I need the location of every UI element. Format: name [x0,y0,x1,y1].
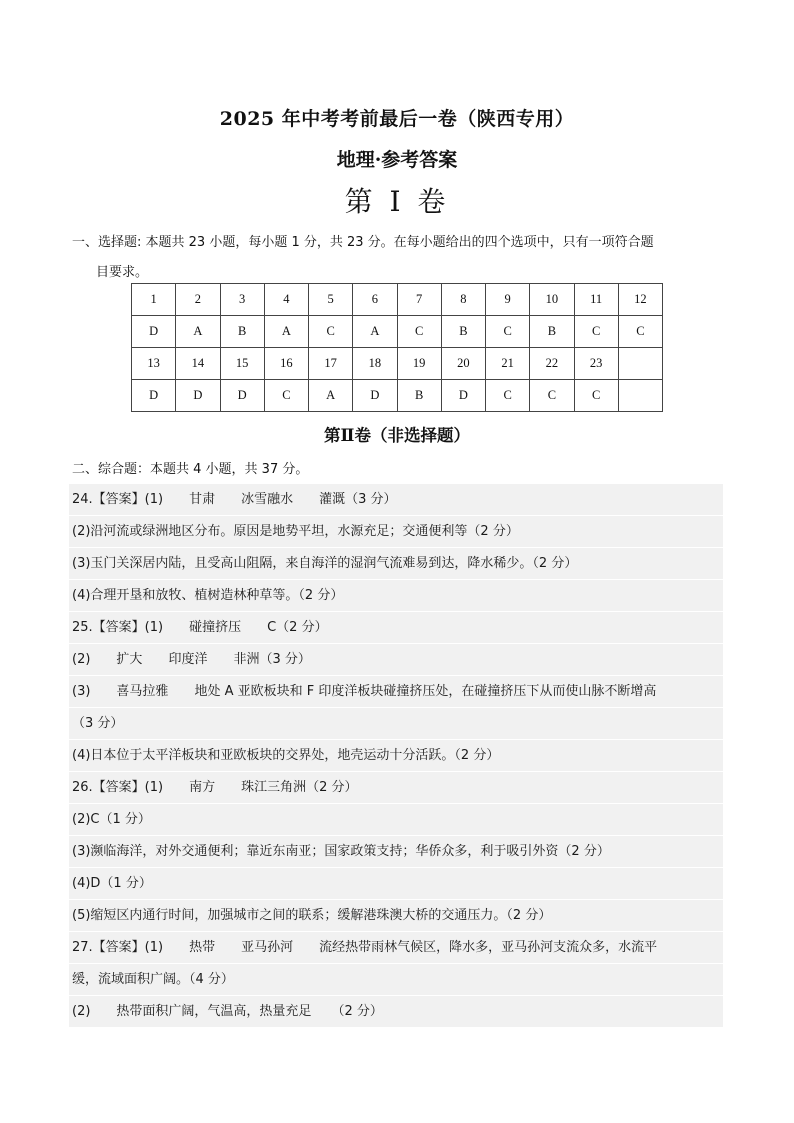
q25-sub3-answer-2: 地处 A 亚欧板块和 F 印度洋板块碰撞挤压处，在碰撞挤压下从而使山脉不断增高 [194,684,657,699]
answer-letter-cell: C [574,316,618,348]
answer-letter-cell: B [397,380,441,412]
q25-line1 [69,612,723,644]
answer-letter-cell: A [309,380,353,412]
answer-letter-cell: D [220,380,264,412]
answer-letter-cell: C [574,380,618,412]
answer-letter-cell: B [530,316,574,348]
q27-sub2-label: (2) [72,1004,91,1019]
q24-line1 [69,484,723,516]
question-number-cell: 6 [353,284,397,316]
q27-line2 [69,996,723,1028]
section-one-instructions [72,228,732,288]
section-two-instructions: 二、综合题：本题共 4 小题，共 37 分。 [72,462,309,477]
q25-sub2-label: (2) [72,652,91,667]
answer-letter-cell: D [132,380,176,412]
q27-answer-1: 热带 [189,940,216,955]
q27-answer-2: 亚马孙河 [241,940,294,955]
q26-line3: (3)濒临海洋，对外交通便利；靠近东南亚；国家政策支持；华侨众多，利于吸引外资（2 分） [69,836,723,868]
answer-table-row [132,380,663,412]
q26-line4: (4)D（1 分） [69,868,723,900]
question-number-cell: 22 [530,348,574,380]
choice-answer-table [131,283,663,412]
q25-line3 [69,676,723,708]
q26-answer-2: 珠江三角洲（2 分） [241,780,358,795]
q24-line2: (2)沿河流或绿洲地区分布。原因是地势平坦，水源充足；交通便利等（2 分） [69,516,723,548]
q25-sub2-answer-1: 扩大 [116,652,143,667]
q24-answer-1: 甘肃 [189,492,216,507]
page-title: 2025 年中考考前最后一卷（陕西专用） [219,108,575,130]
question-number-cell: 9 [486,284,530,316]
question-number-cell: 12 [618,284,662,316]
answer-letter-cell: D [132,316,176,348]
question-number-cell: 11 [574,284,618,316]
q25-label: 25.【答案】(1) [72,620,164,635]
answer-letter-cell: C [618,316,662,348]
question-number-cell: 7 [397,284,441,316]
answer-letter-cell [618,380,662,412]
question-number-cell: 2 [176,284,220,316]
q26-label: 26.【答案】(1) [72,780,164,795]
answer-letter-cell: A [264,316,308,348]
q26-line1 [69,772,723,804]
q24-answer-3: 灌溉（3 分） [319,492,397,507]
question-number-cell: 8 [441,284,485,316]
question-number-cell: 23 [574,348,618,380]
answer-table-row [132,348,663,380]
answer-letter-cell: A [176,316,220,348]
q25-answer-2: C（2 分） [267,620,328,635]
question-number-cell: 21 [486,348,530,380]
answer-letter-cell: C [486,316,530,348]
q24-line4: (4)合理开垦和放牧、植树造林种草等。（2 分） [69,580,723,612]
answer-letter-cell: C [309,316,353,348]
q25-sub3-answer-1: 喜马拉雅 [116,684,169,699]
q27-sub2-answer-1: 热带面积广阔，气温高，热量充足 [116,1004,312,1019]
question-number-cell: 3 [220,284,264,316]
q27-sub2-answer-2: （2 分） [331,1004,383,1019]
question-number-cell: 15 [220,348,264,380]
question-number-cell: 20 [441,348,485,380]
q24-label: 24.【答案】(1) [72,492,164,507]
q25-sub3-label: (3) [72,684,91,699]
answer-letter-cell: B [220,316,264,348]
answer-letter-cell: C [397,316,441,348]
q25-sub2-answer-3: 非洲（3 分） [233,652,311,667]
answers-block [69,484,723,1028]
answer-table-row [132,316,663,348]
q25-answer-1: 碰撞挤压 [189,620,242,635]
question-number-cell: 14 [176,348,220,380]
q25-sub2-answer-2: 印度洋 [168,652,208,667]
q27-answer-3: 流经热带雨林气候区，降水多，亚马孙河支流众多，水流平 [319,940,658,955]
q26-line5: (5)缩短区内通行时间，加强城市之间的联系；缓解港珠澳大桥的交通压力。（2 分） [69,900,723,932]
answer-letter-cell: C [530,380,574,412]
answer-letter-cell: D [353,380,397,412]
q24-answer-2: 冰雪融水 [241,492,294,507]
question-number-cell: 10 [530,284,574,316]
part-two-heading: 第Ⅱ卷（非选择题） [324,426,470,445]
q27-line1-cont: 缓，流域面积广阔。（4 分） [69,964,723,996]
part-one-heading: 第 I 卷 [344,185,450,218]
q27-line1 [69,932,723,964]
page-subtitle: 地理·参考答案 [336,149,458,171]
q26-answer-1: 南方 [189,780,216,795]
question-number-cell: 17 [309,348,353,380]
question-number-cell: 18 [353,348,397,380]
question-number-cell [618,348,662,380]
answer-letter-cell: D [441,380,485,412]
question-number-cell: 19 [397,348,441,380]
answer-letter-cell: B [441,316,485,348]
question-number-cell: 4 [264,284,308,316]
q26-line2: (2)C（1 分） [69,804,723,836]
answer-table-row [132,284,663,316]
q24-line3: (3)玉门关深居内陆，且受高山阻隔，来自海洋的湿润气流难易到达，降水稀少。（2 分） [69,548,723,580]
answer-letter-cell: C [486,380,530,412]
answer-letter-cell: A [353,316,397,348]
q27-label: 27.【答案】(1) [72,940,164,955]
section-one-line2: 目要求。 [96,265,149,280]
q25-line3-cont: （3 分） [69,708,723,740]
question-number-cell: 13 [132,348,176,380]
answer-letter-cell: D [176,380,220,412]
q25-line4: (4)日本位于太平洋板块和亚欧板块的交界处，地壳运动十分活跃。（2 分） [69,740,723,772]
question-number-cell: 16 [264,348,308,380]
question-number-cell: 5 [309,284,353,316]
section-one-line1: 一、选择题: 本题共 23 小题，每小题 1 分，共 23 分。在每小题给出的四个选项中，只有一项符合题 [72,235,654,250]
answer-letter-cell: C [264,380,308,412]
q25-line2 [69,644,723,676]
question-number-cell: 1 [132,284,176,316]
